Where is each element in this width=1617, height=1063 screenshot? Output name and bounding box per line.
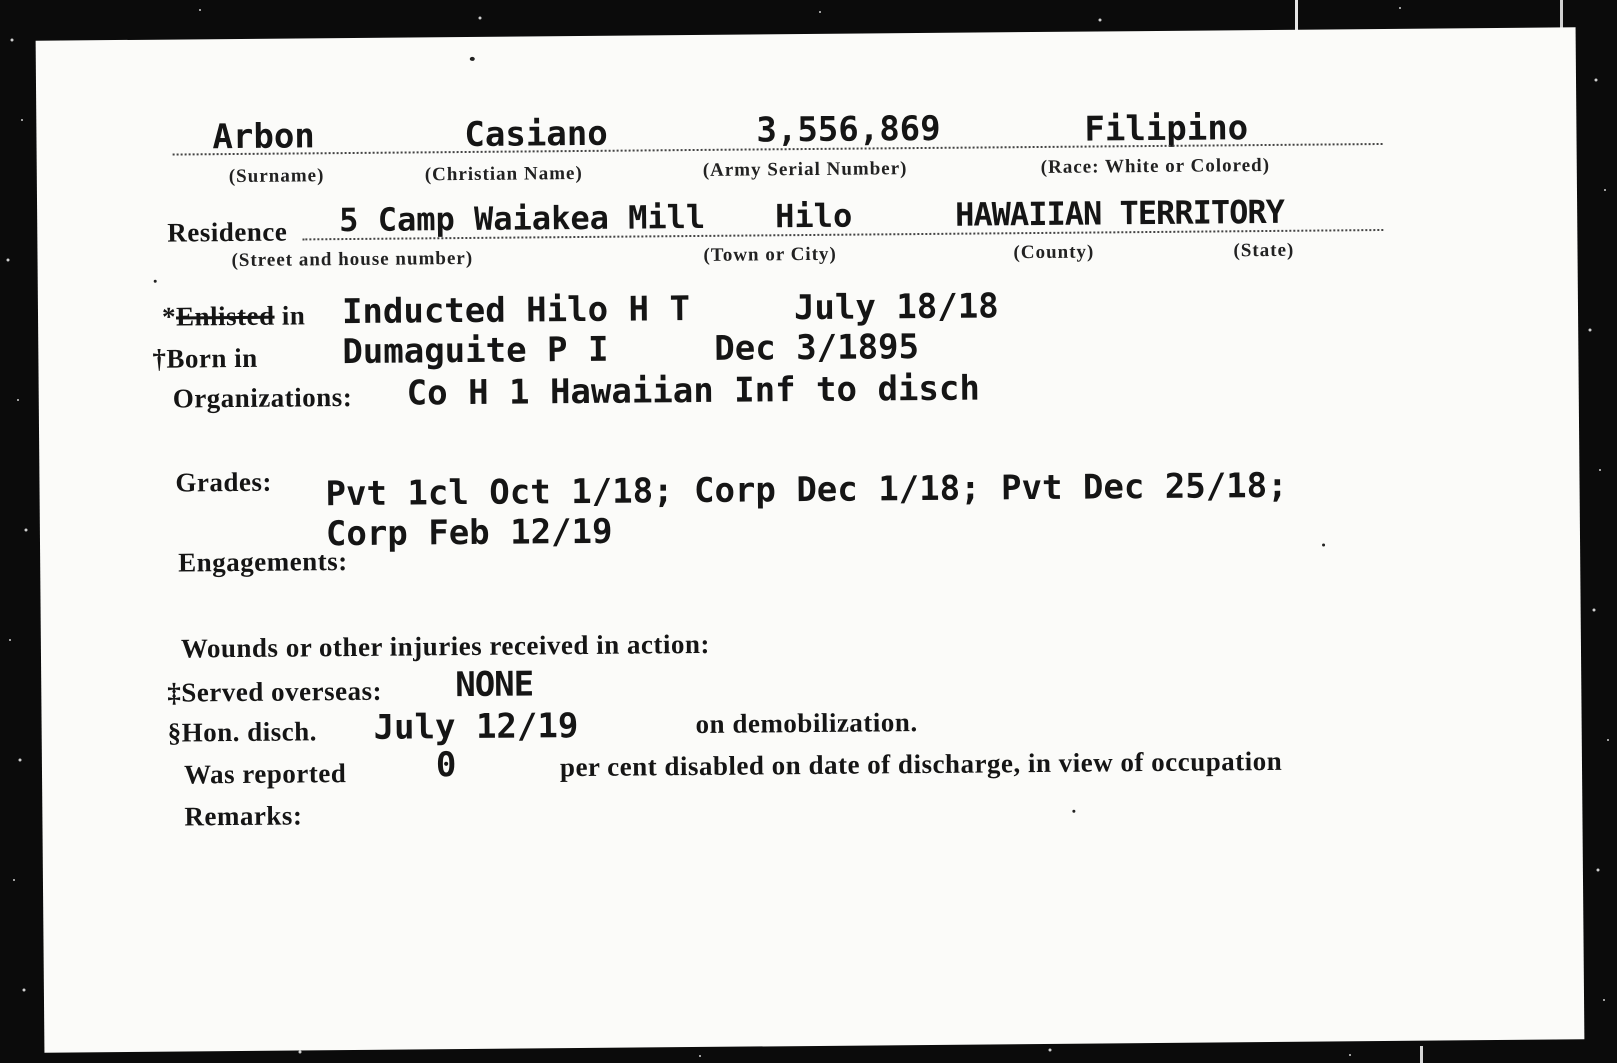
- town-caption: (Town or City): [703, 243, 837, 266]
- organizations-value: Co H 1 Hawaiian Inf to disch: [406, 368, 981, 414]
- ink-speck: [470, 57, 475, 61]
- was-reported-label: Was reported: [183, 758, 347, 790]
- enlisted-struck-word: Enlisted: [175, 300, 275, 332]
- ink-speck: [154, 280, 157, 283]
- disability-description-text: per cent disabled on date of discharge, in view of occupation: [559, 745, 1283, 783]
- served-overseas-label: ‡Served overseas:: [167, 675, 383, 708]
- enlisted-label: [162, 300, 306, 332]
- race-caption: (Race: White or Colored): [1040, 154, 1271, 178]
- ink-speck: [1072, 810, 1075, 813]
- enlisted-prefix: *: [161, 301, 177, 332]
- grades-label: Grades:: [175, 466, 273, 498]
- residence-town-value: Hilo: [775, 196, 853, 236]
- service-record-card: [36, 27, 1585, 1052]
- residence-label: Residence: [167, 216, 288, 248]
- inducted-date-value: July 18/18: [793, 286, 999, 329]
- serial-number-caption: (Army Serial Number): [702, 158, 908, 181]
- engagements-label: Engagements:: [178, 546, 348, 578]
- surname-value: Arbon: [212, 116, 315, 158]
- enlisted-in-word: in: [281, 300, 306, 331]
- birthplace-value: Dumaguite P I: [342, 329, 609, 373]
- hon-disch-label: §Hon. disch.: [167, 716, 318, 748]
- race-value: Filipino: [1084, 108, 1249, 150]
- inducted-value: Inducted Hilo H T: [341, 289, 691, 333]
- born-label: †Born in: [152, 342, 258, 374]
- surname-caption: (Surname): [228, 165, 325, 188]
- ink-speck: [1322, 544, 1325, 547]
- wounds-label: Wounds or other injuries received in action:: [180, 628, 711, 664]
- served-overseas-value: NONE: [455, 664, 534, 706]
- county-caption: (County): [1013, 241, 1095, 264]
- organizations-label: Organizations:: [172, 381, 353, 414]
- christian-name-caption: (Christian Name): [424, 162, 583, 186]
- christian-name-value: Casiano: [464, 113, 608, 155]
- state-caption: (State): [1233, 239, 1295, 262]
- birthdate-value: Dec 3/1895: [714, 327, 920, 369]
- residence-county-state-value: HAWAIIAN TERRITORY: [955, 192, 1285, 234]
- disability-percent-value: 0: [435, 745, 457, 786]
- grades-line-1: Pvt 1cl Oct 1/18; Corp Dec 1/18; Pvt Dec 25/18;: [325, 465, 1288, 515]
- serial-number-value: 3,556,869: [756, 108, 941, 151]
- residence-street-value: 5 Camp Waiakea Mill: [339, 197, 706, 240]
- remarks-label: Remarks:: [184, 800, 303, 832]
- hon-disch-date-value: July 12/19: [373, 706, 579, 748]
- street-caption: (Street and house number): [231, 247, 474, 272]
- demobilization-text: on demobilization.: [695, 707, 918, 740]
- grades-line-2: Corp Feb 12/19: [325, 511, 613, 555]
